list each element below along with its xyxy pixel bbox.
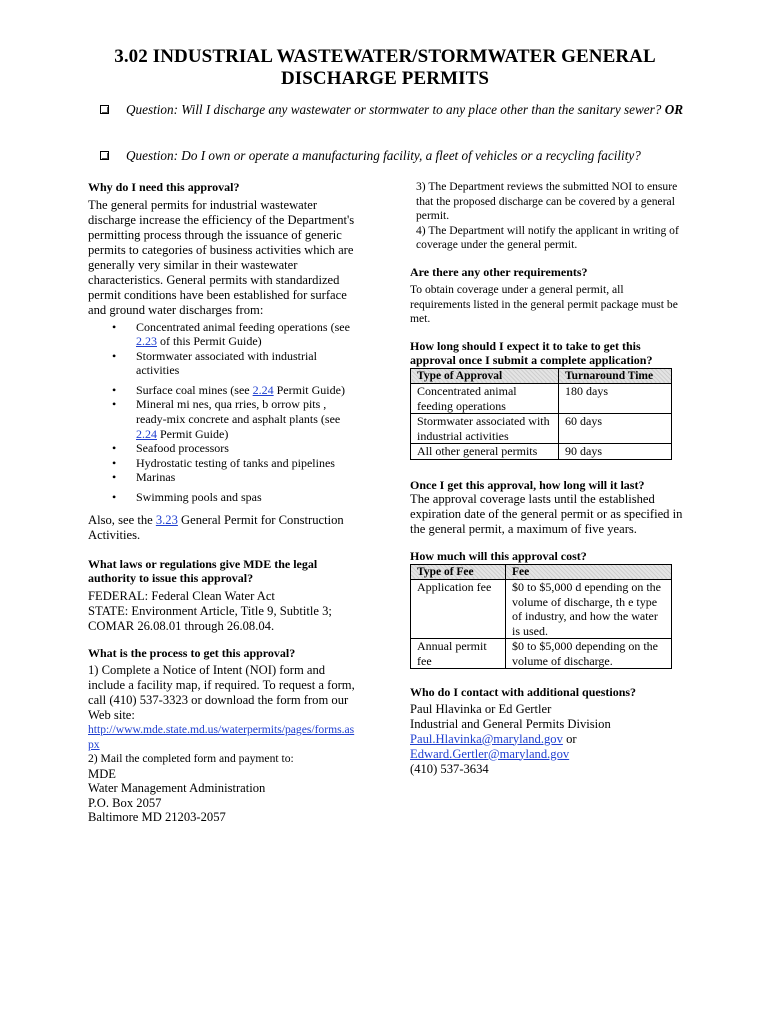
discharge-list	[88, 320, 358, 505]
question-1-text: Question: Will I discharge any wastewater or stormwater to any place other than the sanitary sewer?	[126, 102, 662, 117]
list-item: • Stormwater associated with industrial activities	[88, 349, 358, 378]
table-row: All other general permits 90 days	[411, 444, 672, 460]
mailing-address: MDE Water Management Administration P.O. Box 2057 Baltimore MD 21203-2057	[88, 766, 266, 825]
right-column	[410, 180, 685, 777]
list-item: • Concentrated animal feeding operations (see 2.23 of this Permit Guide)	[88, 320, 358, 349]
process-step-2: 2) Mail the completed form and payment to:	[88, 752, 294, 766]
checkbox-icon	[100, 105, 109, 114]
question-2-text: Question: Do I own or operate a manufacturing facility, a fleet of vehicles or a recycling facility?	[126, 148, 641, 163]
process-step-3: 3) The Department reviews the submitted NOI to ensure that the proposed discharge can be covered by a general permit.	[416, 180, 678, 222]
table-row: Stormwater associated with industrial activities 60 days	[411, 414, 672, 444]
list-item: • Mineral mi nes, qua rries, b orrow pits , ready-mix concrete and asphalt plants (see 2.24 Permit Guide)	[88, 397, 358, 441]
contact-info: Paul Hlavinka or Ed Gertler Industrial and General Permits Division Paul.Hlavinka@maryland.gov or Edward.Gertler@maryland.gov (410) 537-3634	[410, 702, 685, 777]
fee-table: Type of Fee Fee Application fee $0 to $5,000 d epending on the volume of discharge, th e type of industry, and how the water is used. Annual permit fee $0 to $5,000 depending on the volume of discharge.	[410, 564, 672, 670]
process-step-4: 4) The Department will notify the applicant in writing of coverage under the general permit.	[416, 223, 679, 251]
table-row: Application fee $0 to $5,000 d epending on the volume of discharge, th e type of industry, and how the water is used.	[411, 580, 672, 639]
turnaround-heading: How long should I expect it to take to get this approval once I submit a complete application?	[410, 338, 653, 367]
turnaround-table: Type of Approval Turnaround Time Concentrated animal feeding operations 180 days Stormwater associated with industrial activities 60 days All other general permits 90 days	[410, 368, 672, 460]
contact-heading: Who do I contact with additional questions?	[410, 685, 637, 699]
other-requirements-text: To obtain coverage under a general permit, all requirements listed in the general permit package must be met.	[410, 283, 678, 325]
email-link-hlavinka[interactable]: Paul.Hlavinka@maryland.gov	[410, 731, 563, 746]
permit-link[interactable]: 2.24	[136, 426, 157, 441]
duration-heading: Once I get this approval, how long will it last?	[410, 477, 645, 492]
forms-link[interactable]: http://www.mde.state.md.us/waterpermits/pages/forms.aspx	[88, 723, 355, 751]
list-item: • Hydrostatic testing of tanks and pipelines	[88, 456, 358, 471]
checkbox-icon	[100, 151, 109, 160]
table-row: Concentrated animal feeding operations 180 days	[411, 384, 672, 414]
why-heading: Why do I need this approval?	[88, 180, 240, 194]
also-see-text: Also, see the 3.23 General Permit for Construction Activities.	[88, 512, 344, 542]
cost-heading: How much will this approval cost?	[410, 549, 587, 563]
left-column	[88, 180, 358, 825]
question-1-suffix: OR	[664, 102, 684, 117]
construction-permit-link[interactable]: 3.23	[155, 512, 178, 527]
list-item: • Seafood processors	[88, 441, 358, 456]
page-title: 3.02 INDUSTRIAL WASTEWATER/STORMWATER GENERAL DISCHARGE PERMITS	[114, 46, 656, 89]
laws-heading: What laws or regulations give MDE the legal authority to issue this approval?	[88, 556, 318, 586]
list-item: • Swimming pools and spas	[88, 490, 358, 505]
list-item: • Surface coal mines (see 2.24 Permit Guide)	[88, 383, 358, 398]
duration-text: The approval coverage lasts until the established expiration date of the general permit or as specified in the general permit, a maximum of five years.	[410, 492, 683, 536]
laws-text: FEDERAL: Federal Clean Water Act STATE: Environment Article, Title 9, Subtitle 3; COMAR 26.08.01 through 26.08.04.	[88, 588, 332, 633]
process-heading: What is the process to get this approval?	[88, 645, 296, 660]
why-text: The general permits for industrial wastewater discharge increase the efficiency of the Department's permitting process through the issuance of generic permits to categories of business activities which are generally very similar in their wastewater characteristics. General permits with standardized permit conditions have been established for surface and ground water discharges from:	[88, 197, 355, 317]
permit-link[interactable]: 2.24	[252, 382, 274, 397]
other-requirements-heading: Are there any other requirements?	[410, 264, 588, 279]
contact-phone: (410) 537-3634	[410, 761, 489, 776]
permit-link[interactable]: 2.23	[136, 334, 157, 349]
list-item: • Marinas	[88, 470, 358, 485]
email-link-gertler[interactable]: Edward.Gertler@maryland.gov	[410, 746, 570, 761]
table-row: Annual permit fee $0 to $5,000 depending on the volume of discharge.	[411, 639, 672, 669]
process-step-1: 1) Complete a Notice of Intent (NOI) form and include a facility map, if required. To request a form, call (410) 537-3323 or download the form from our Web site:	[88, 663, 355, 723]
